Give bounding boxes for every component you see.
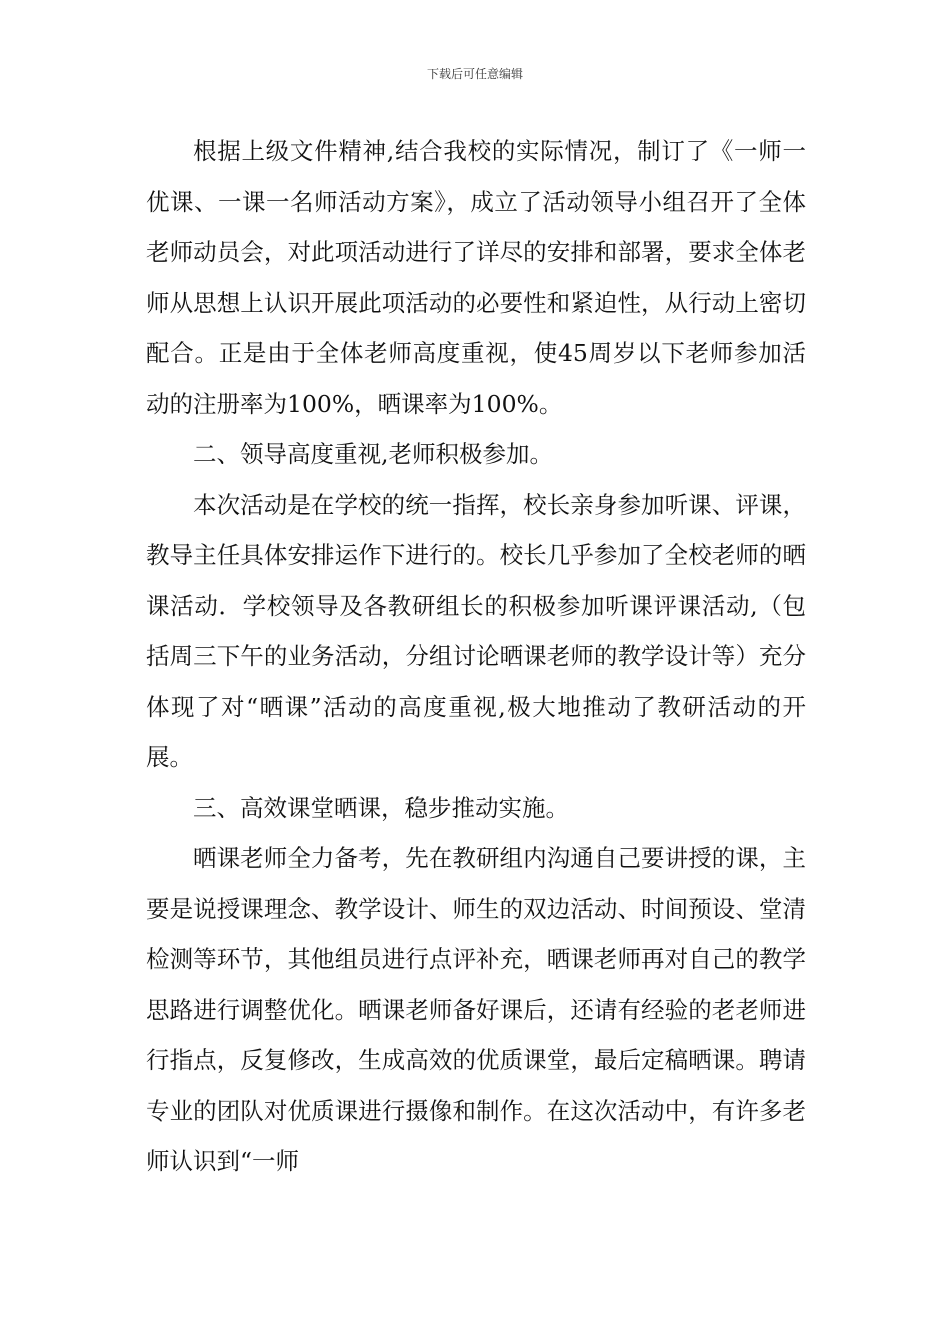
- header-note: 下载后可任意编辑: [426, 67, 523, 81]
- paragraph-leadership: 本次活动是在学校的统一指挥，校长亲身参加听课、评课，教导主任具体安排运作下进行的。校长几乎参加了全校老师的晒课活动．学校领导及各教研组长的积极参加听课评课活动,（包括周三下午的业务活动，分组讨论晒课老师的教学设计等）充分体现了对“晒课”活动的高度重视,极大地推动了教研活动的开展。: [146, 490, 806, 771]
- paragraph-implementation: 晒课老师全力备考，先在教研组内沟通自己要讲授的课，主要是说授课理念、教学设计、师生的双边活动、时间预设、堂清检测等环节，其他组员进行点评补充，晒课老师再对自己的教学思路进行调整优化。晒课老师备好课后，还请有经验的老老师进行指点，反复修改，生成高效的优质课堂，最后定稿晒课。聘请专业的团队对优质课进行摄像和制作。在这次活动中，有许多老师认识到“一师: [146, 844, 806, 1175]
- document-body: [146, 126, 806, 1187]
- section-heading-2: 二、领导高度重视,老师积极参加。: [193, 440, 553, 468]
- section-heading-3: 三、高效课堂晒课，稳步推动实施。: [193, 793, 569, 822]
- paragraph-intro: 根据上级文件精神,结合我校的实际情况，制订了《一师一优课、一课一名师活动方案》，成立了活动领导小组召开了全体老师动员会，对此项活动进行了详尽的安排和部署，要求全体老师从思想上认识开展此项活动的必要性和紧迫性，从行动上密切配合。正是由于全体老师高度重视，使45周岁以下老师参加活动的注册率为100%，晒课率为100%。: [146, 137, 806, 418]
